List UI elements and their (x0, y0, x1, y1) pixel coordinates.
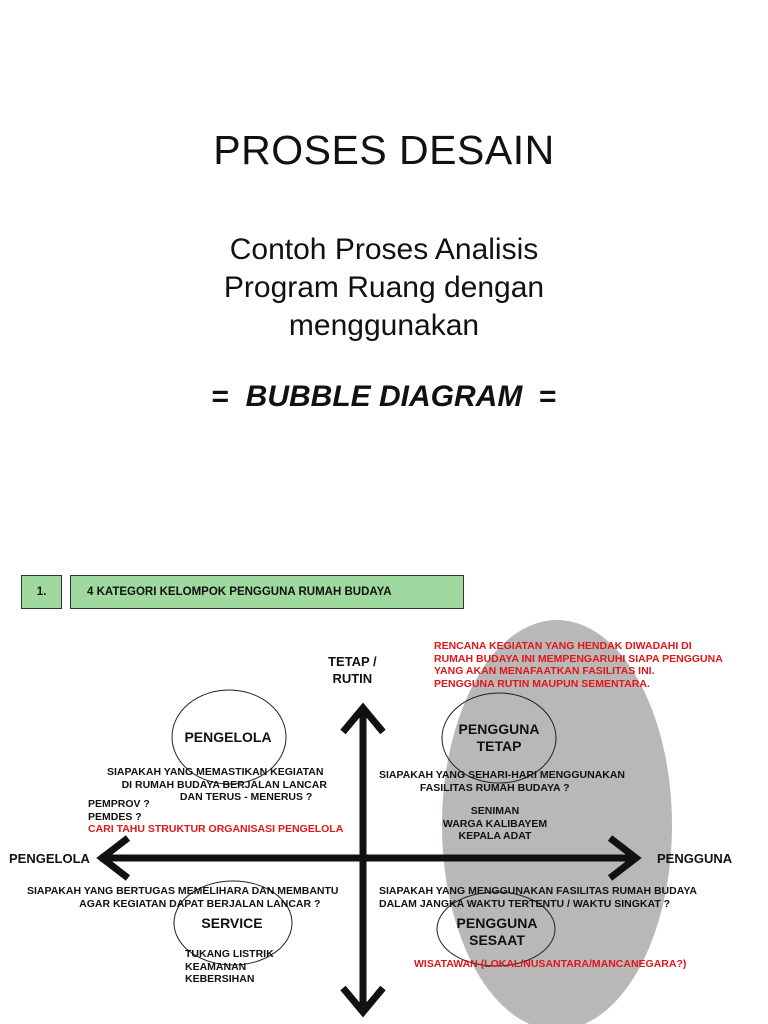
pengelola-question: SIAPAKAH YANG MEMASTIKAN KEGIATAN DI RUMAH BUDAYA BERJALAN LANCAR DAN TERUS - MENERUS ? (107, 766, 327, 803)
category-number-box: 1. (21, 575, 62, 609)
axis-label-right: PENGGUNA (657, 851, 733, 866)
pengelola-label: PENGELOLA (184, 729, 272, 745)
pengguna-sesaat-question: SIAPAKAH YANG MENGGUNAKAN FASILITAS RUMAH BUDAYA DALAM JANGKA WAKTU TERTENTU / WAKTU SINGKAT ? (379, 885, 697, 910)
pengguna-sesaat-note: WISATAWAN (LOKAL/NUSANTARA/MANCANEGARA?) (414, 958, 687, 970)
axis-label-left: PENGELOLA (9, 851, 90, 866)
service-question: SIAPAKAH YANG BERTUGAS MEMELIHARA DAN MEMBANTU AGAR KEGIATAN DAPAT BERJALAN LANCAR ? (27, 885, 339, 910)
subtitle-line: Contoh Proses Analisis (229, 233, 539, 266)
pengelola-note: CARI TAHU STRUKTUR ORGANISASI PENGELOLA (88, 823, 344, 835)
heading-prefix: = (211, 380, 246, 413)
pengguna-tetap-label: PENGGUNA TETAP (458, 721, 540, 754)
heading-suffix: = (522, 380, 557, 413)
pengguna-tetap-question: SIAPAKAH YANG SEHARI-HARI MENGGUNAKAN FASILITAS RUMAH BUDAYA ? (379, 769, 625, 794)
service-label: SERVICE (201, 915, 263, 931)
slide-title: PROSES DESAIN (213, 127, 555, 173)
axis-label-top: TETAP / RUTIN (328, 654, 377, 686)
service-items: TUKANG LISTRIK KEAMANAN KEBERSIHAN (185, 948, 274, 985)
subtitle-line: menggunakan (288, 309, 480, 342)
heading-text: BUBBLE DIAGRAM (245, 380, 523, 413)
top-note: RENCANA KEGIATAN YANG HENDAK DIWADAHI DI RUMAH BUDAYA INI MEMPENGARUHI SIAPA PENGGUNA YANG AKAN MENAFAATKAN FASILITAS INI. PENGGUNA RUTIN MAUPUN SEMENTARA. (434, 640, 723, 690)
pengelola-items: PEMPROV ? PEMDES ? (88, 798, 150, 823)
category-label-box: 4 KATEGORI KELOMPOK PENGGUNA RUMAH BUDAYA (70, 575, 464, 609)
pengguna-tetap-items: SENIMAN WARGA KALIBAYEM KEPALA ADAT (442, 805, 548, 842)
pengguna-sesaat-label: PENGGUNA SESAAT (456, 915, 538, 948)
subtitle-line: Program Ruang dengan (223, 271, 545, 304)
